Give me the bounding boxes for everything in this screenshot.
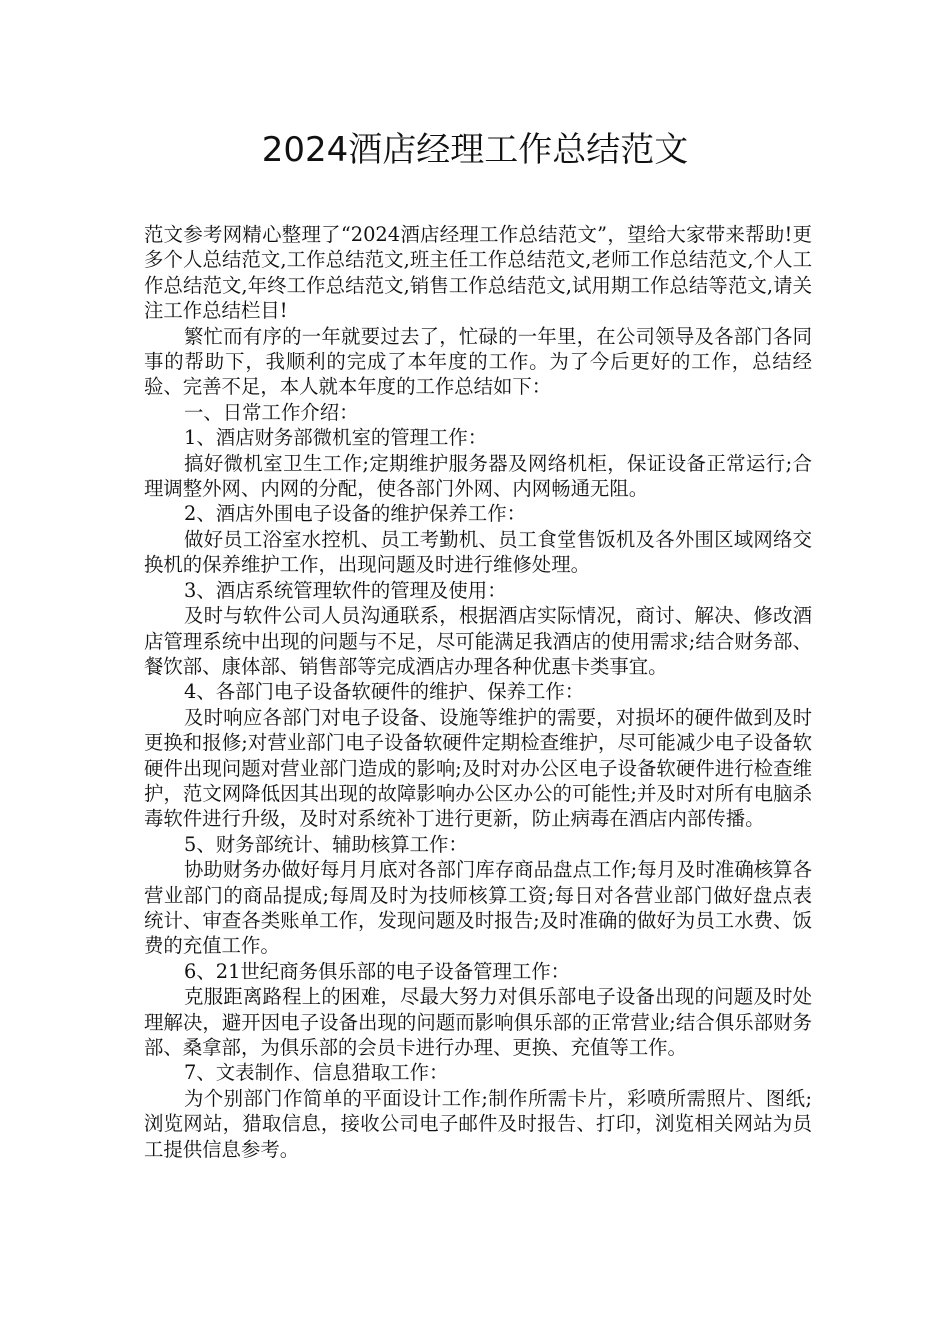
section-heading: 一、日常工作介绍： — [184, 400, 359, 424]
body-paragraph: 协助财务办做好每月月底对各部门库存商品盘点工作;每月及时准确核算各营业部门的商品提成;每周及时为技师核算工资;每日对各营业部门做好盘点表统计、审查各类账单工作，发现问题及时报告;及时准确的做好为员工水费、饭费的充值工作。 — [144, 858, 812, 958]
body-paragraph: 及时与软件公司人员沟通联系，根据酒店实际情况，商讨、解决、修改酒店管理系统中出现的问题与不足，尽可能满足我酒店的使用需求;结合财务部、餐饮部、康体部、销售部等完成酒店办理各种优惠卡类事宜。 — [144, 604, 812, 678]
item-heading: 5、财务部统计、辅助核算工作： — [184, 832, 468, 856]
body-paragraph: 做好员工浴室水控机、员工考勤机、员工食堂售饭机及各外围区域网络交换机的保养维护工作，出现问题及时进行维修处理。 — [144, 527, 812, 577]
body-paragraph: 克服距离路程上的困难，尽最大努力对俱乐部电子设备出现的问题及时处理解决，避开因电子设备出现的问题而影响俱乐部的正常营业;结合俱乐部财务部、桑拿部，为俱乐部的会员卡进行办理、更换、充值等工作。 — [144, 985, 812, 1059]
item-heading: 7、文表制作、信息猎取工作： — [184, 1061, 449, 1085]
body-paragraph: 繁忙而有序的一年就要过去了，忙碌的一年里，在公司领导及各部门各同事的帮助下，我顺利的完成了本年度的工作。为了今后更好的工作，总结经验、完善不足，本人就本年度的工作总结如下： — [144, 324, 812, 399]
document-body — [144, 222, 812, 1162]
body-paragraph: 搞好微机室卫生工作;定期维护服务器及网络机柜，保证设备正常运行;合理调整外网、内网的分配，使各部门外网、内网畅通无阻。 — [144, 451, 812, 501]
item-heading: 4、各部门电子设备软硬件的维护、保养工作： — [184, 680, 585, 704]
body-paragraph: 为个别部门作简单的平面设计工作;制作所需卡片，彩喷所需照片、图纸;浏览网站，猎取信息，接收公司电子邮件及时报告、打印，浏览相关网站为员工提供信息参考。 — [144, 1086, 812, 1161]
item-heading: 1、酒店财务部微机室的管理工作： — [184, 426, 488, 450]
body-paragraph: 及时响应各部门对电子设备、设施等维护的需要，对损坏的硬件做到及时更换和报修;对营业部门电子设备软硬件定期检查维护，尽可能减少电子设备软硬件出现问题对营业部门造成的影响;及时对办公区电子设备软硬件进行检查维护，范文网降低因其出现的故障影响办公区办公的可能性;并及时对所有电脑杀毒软件进行升级，及时对系统补丁进行更新，防止病毒在酒店内部传播。 — [144, 705, 812, 831]
document-title: 2024酒店经理工作总结范文 — [261, 130, 689, 170]
item-heading: 2、酒店外围电子设备的维护保养工作： — [184, 502, 526, 526]
item-heading: 6、21世纪商务俱乐部的电子设备管理工作： — [184, 959, 571, 983]
intro-paragraph: 范文参考网精心整理了“2024酒店经理工作总结范文”，望给大家带来帮助!更多个人总结范文,工作总结范文,班主任工作总结范文,老师工作总结范文,个人工作总结范文,年终工作总结范文,销售工作总结范文,试用期工作总结等范文,请关注工作总结栏目! — [144, 223, 812, 323]
item-heading: 3、酒店系统管理软件的管理及使用： — [184, 578, 507, 602]
